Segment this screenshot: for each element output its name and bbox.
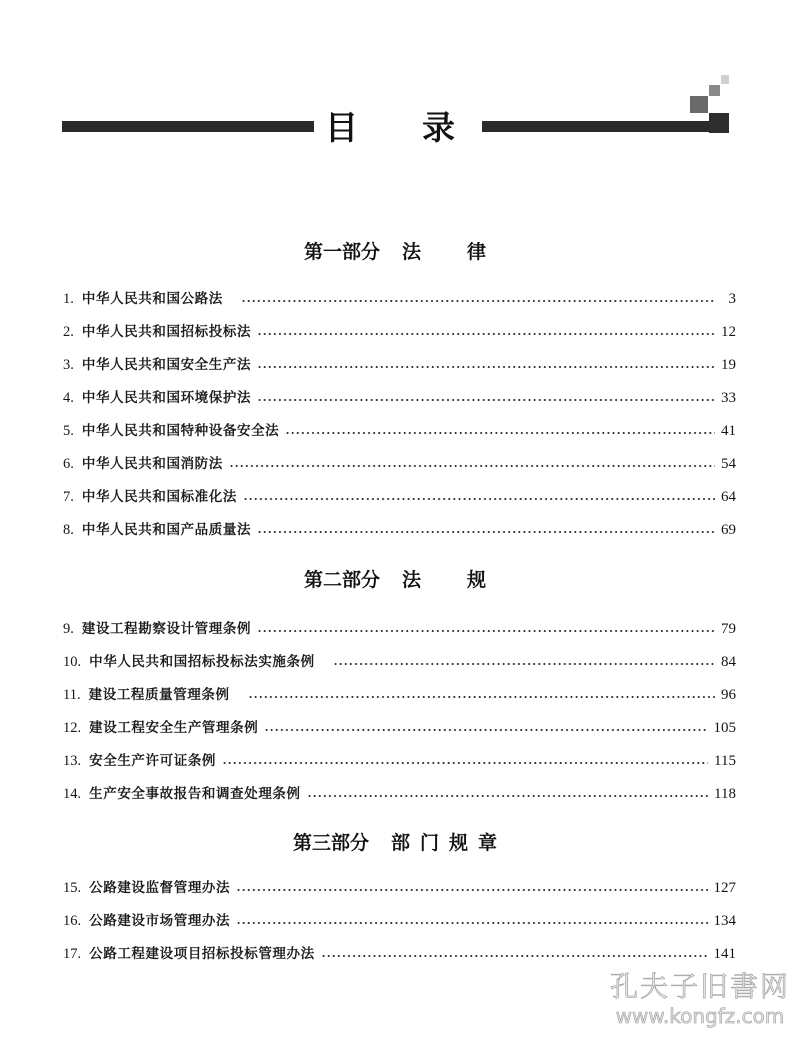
entry-page: 115 (714, 753, 736, 769)
title-bar-right (482, 121, 710, 132)
toc-entry[interactable] (63, 387, 736, 409)
decor-square-large (709, 113, 729, 133)
toc-entry[interactable] (63, 420, 736, 442)
toc-entry[interactable] (63, 684, 736, 706)
toc-entry[interactable] (63, 717, 736, 739)
dot-leader (236, 889, 707, 891)
entry-page: 64 (721, 489, 736, 505)
section-1-label: 第一部分 (303, 241, 380, 263)
entry-title: 中华人民共和国标准化法 (81, 489, 237, 505)
entry-page: 79 (721, 621, 736, 637)
entry-page: 84 (721, 654, 736, 670)
entry-number: 4. (63, 390, 74, 406)
dot-leader (257, 366, 715, 368)
entry-number: 15. (63, 880, 82, 896)
dot-leader (222, 762, 708, 764)
entry-title: 安全生产许可证条例 (89, 753, 217, 769)
watermark (600, 970, 790, 1028)
section-2-label: 第二部分 (303, 569, 380, 591)
entry-title: 中华人民共和国招标投标法 (81, 324, 252, 340)
dot-leader (257, 531, 715, 533)
dot-leader (248, 696, 715, 698)
entry-page: 3 (728, 291, 736, 307)
toc-entry[interactable] (63, 321, 736, 343)
entry-title: 中华人民共和国特种设备安全法 (81, 423, 280, 439)
section-heading-2 (0, 568, 790, 592)
toc-entry[interactable] (63, 783, 736, 805)
section-heading-3 (0, 831, 790, 855)
entry-number: 2. (63, 324, 74, 340)
toc-entry[interactable] (63, 910, 736, 932)
watermark-url: www.kongfz.com (615, 1004, 785, 1028)
entry-number: 16. (63, 913, 82, 929)
entry-number: 17. (63, 946, 82, 962)
toc-entry[interactable] (63, 651, 736, 673)
dot-leader (321, 955, 708, 957)
entry-number: 5. (63, 423, 74, 439)
section-3-word-3: 规 (449, 832, 469, 854)
section-1-word-1: 法 (401, 241, 421, 263)
entry-title: 中华人民共和国产品质量法 (81, 522, 252, 538)
dot-leader (243, 498, 715, 500)
toc-entry[interactable] (63, 354, 736, 376)
section-1-word-2: 律 (467, 241, 487, 263)
decor-square-medium (690, 96, 708, 113)
section-2-word-1: 法 (401, 569, 421, 591)
dot-leader (257, 333, 715, 335)
toc-entry[interactable] (63, 453, 736, 475)
entry-page: 33 (721, 390, 736, 406)
decor-square-tiny (721, 75, 729, 84)
entry-number: 6. (63, 456, 74, 472)
entry-number: 3. (63, 357, 74, 373)
entry-number: 12. (63, 720, 82, 736)
section-3-label: 第三部分 (292, 832, 369, 854)
entry-number: 14. (63, 786, 82, 802)
entry-title: 生产安全事故报告和调查处理条例 (89, 786, 301, 802)
entry-page: 19 (721, 357, 736, 373)
section-3-word-1: 部 (390, 832, 410, 854)
title-char-1: 目 (325, 108, 358, 147)
entry-page: 41 (721, 423, 736, 439)
decor-square-small (709, 85, 720, 96)
dot-leader (257, 630, 715, 632)
toc-entry[interactable] (63, 943, 736, 965)
section-2-word-2: 规 (467, 569, 487, 591)
entry-title: 公路建设监督管理办法 (89, 880, 231, 896)
entry-title: 中华人民共和国消防法 (81, 456, 223, 472)
dot-leader (285, 432, 715, 434)
entry-number: 9. (63, 621, 74, 637)
entry-page: 141 (713, 946, 736, 962)
entry-page: 69 (721, 522, 736, 538)
title-bar-left (62, 121, 314, 132)
entry-page: 127 (713, 880, 736, 896)
entry-page: 105 (713, 720, 736, 736)
entry-page: 134 (713, 913, 736, 929)
dot-leader (264, 729, 707, 731)
entry-title: 中华人民共和国环境保护法 (81, 390, 252, 406)
dot-leader (257, 399, 715, 401)
toc-entry[interactable] (63, 519, 736, 541)
toc-entry[interactable] (63, 486, 736, 508)
entry-number: 10. (63, 654, 82, 670)
section-heading-1 (0, 240, 790, 264)
section-3-word-2: 门 (419, 832, 439, 854)
entry-number: 13. (63, 753, 82, 769)
entry-page: 118 (714, 786, 736, 802)
dot-leader (307, 795, 708, 797)
entry-number: 1. (63, 291, 74, 307)
entry-page: 54 (721, 456, 736, 472)
dot-leader (333, 663, 715, 665)
entry-title: 中华人民共和国招标投标法实施条例 (89, 654, 315, 670)
entry-title: 公路建设市场管理办法 (89, 913, 231, 929)
entry-title: 中华人民共和国安全生产法 (81, 357, 252, 373)
dot-leader (236, 922, 707, 924)
entry-number: 8. (63, 522, 74, 538)
toc-entry[interactable] (63, 618, 736, 640)
section-3-word-4: 章 (478, 832, 498, 854)
dot-leader (241, 300, 716, 302)
entry-number: 11. (63, 687, 81, 703)
entry-number: 7. (63, 489, 74, 505)
watermark-logo-text: 孔夫子旧書网 (609, 970, 790, 1003)
entry-title: 建设工程安全生产管理条例 (89, 720, 259, 736)
toc-entry[interactable] (63, 877, 736, 899)
entry-title: 中华人民共和国公路法 (81, 291, 223, 307)
dot-leader (229, 465, 715, 467)
toc-entry[interactable] (63, 750, 736, 772)
entry-title: 建设工程勘察设计管理条例 (81, 621, 252, 637)
entry-page: 12 (721, 324, 736, 340)
title-char-2: 录 (422, 108, 455, 147)
entry-page: 96 (721, 687, 736, 703)
entry-title: 公路工程建设项目招标投标管理办法 (89, 946, 315, 962)
entry-title: 建设工程质量管理条例 (88, 687, 230, 703)
toc-entry[interactable] (63, 288, 736, 310)
